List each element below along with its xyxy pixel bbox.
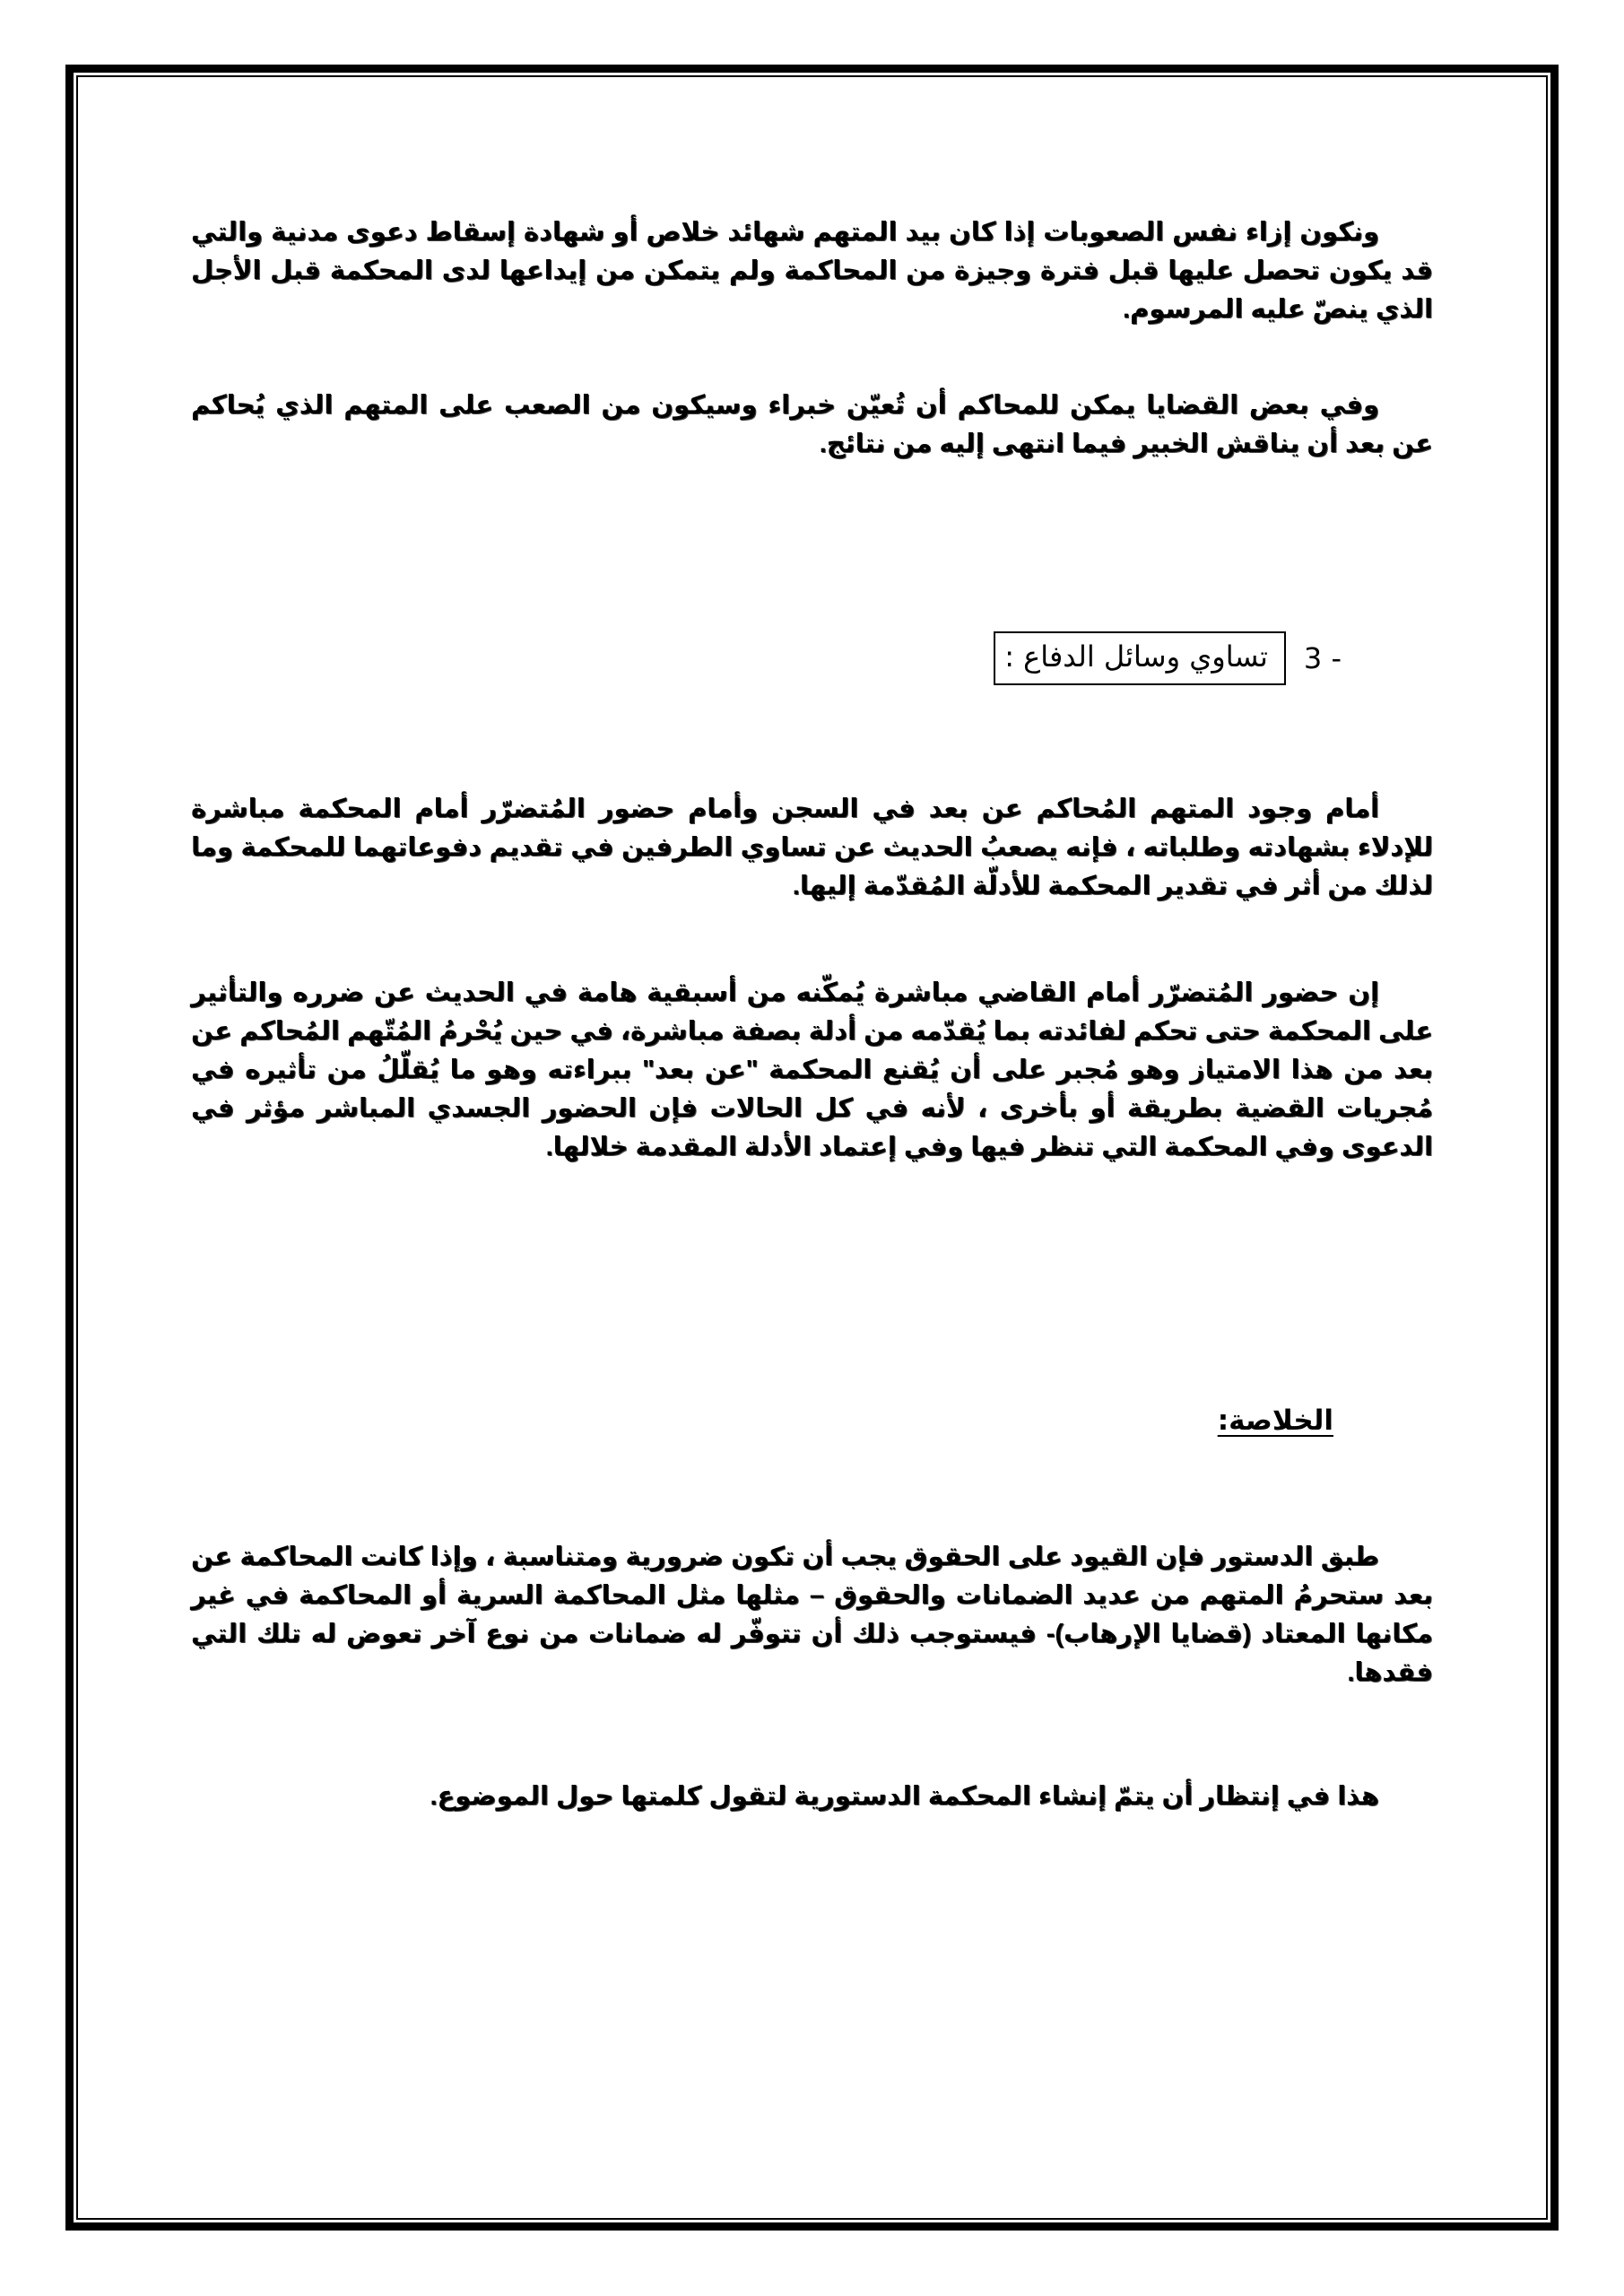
paragraph-constitution-restrictions: طبق الدستور فإن القيود على الحقوق يجب أن تكون ضرورية ومتناسبة ، وإذا كانت المحاكمة عن بعد ستحرمُ المتهم من عديد الضمانات والحقوق – مثلها مثل المحاكمة السرية أو المحاكمة في غير مكانها المعتاد (قضايا الإرهاب)- فيستوجب ذلك أن تتوفّر له ضمانات من نوع آخر تعوض له تلك التي فقدها.: [191, 1543, 1433, 1687]
section-title-box: تساوي وسائل الدفاع :: [994, 631, 1286, 685]
paragraph-constitutional-court: هذا في إنتظار أن يتمّ إنشاء المحكمة الدستورية لتقول كلمتها حول الموضوع.: [430, 1782, 1379, 1811]
section-heading-equality-of-defense: [994, 631, 1342, 685]
summary-heading: الخلاصة:: [1217, 1405, 1333, 1437]
paragraph-presence-inequality: أمام وجود المتهم المُحاكم عن بعد في السجن وأمام حضور المُتضرّر أمام المحكمة مباشرة للإدلاء بشهادته وطلباته ، فإنه يصعبُ الحديث عن تساوي الطرفين في تقديم دفوعاتهما للمحكمة وما لذلك من أثر في تقدير المحكمة للأدلّة المُقدّمة إليها.: [191, 795, 1433, 900]
paragraph-difficulties-documents: ونكون إزاء نفس الصعوبات إذا كان بيد المتهم شهائد خلاص أو شهادة إسقاط دعوى مدنية والتي قد يكون تحصل عليها قبل فترة وجيزة من المحاكمة ولم يتمكن من إيداعها لدى المحكمة قبل الأجل الذي ينصّ عليه المرسوم.: [191, 218, 1433, 324]
paragraph-experts: وفي بعض القضايا يمكن للمحاكم أن تُعيّن خبراء وسيكون من الصعب على المتهم الذي يُحاكم عن بعد أن يناقش الخبير فيما انتهى إليه من نتائج.: [191, 391, 1433, 458]
paragraph-victim-advantage: إن حضور المُتضرّر أمام القاضي مباشرة يُمكّنه من أسبقية هامة في الحديث عن ضرره والتأثير على المحكمة حتى تحكم لفائدته بما يُقدّمه من أدلة بصفة مباشرة، في حين يُحْرمُ المُتّهم المُحاكم عن بعد من هذا الامتياز وهو مُجبر على أن يُقنع المحكمة "عن بعد" ببراءته وهو ما يُقلّلُ من تأثيره في مُجريات القضية بطريقة أو بأخرى ، لأنه في كل الحالات فإن الحضور الجسدي المباشر مؤثر في الدعوى وفي المحكمة التي تنظر فيها وفي إعتماد الأدلة المقدمة خلالها.: [191, 978, 1433, 1161]
section-number: 3 -: [1303, 641, 1342, 675]
